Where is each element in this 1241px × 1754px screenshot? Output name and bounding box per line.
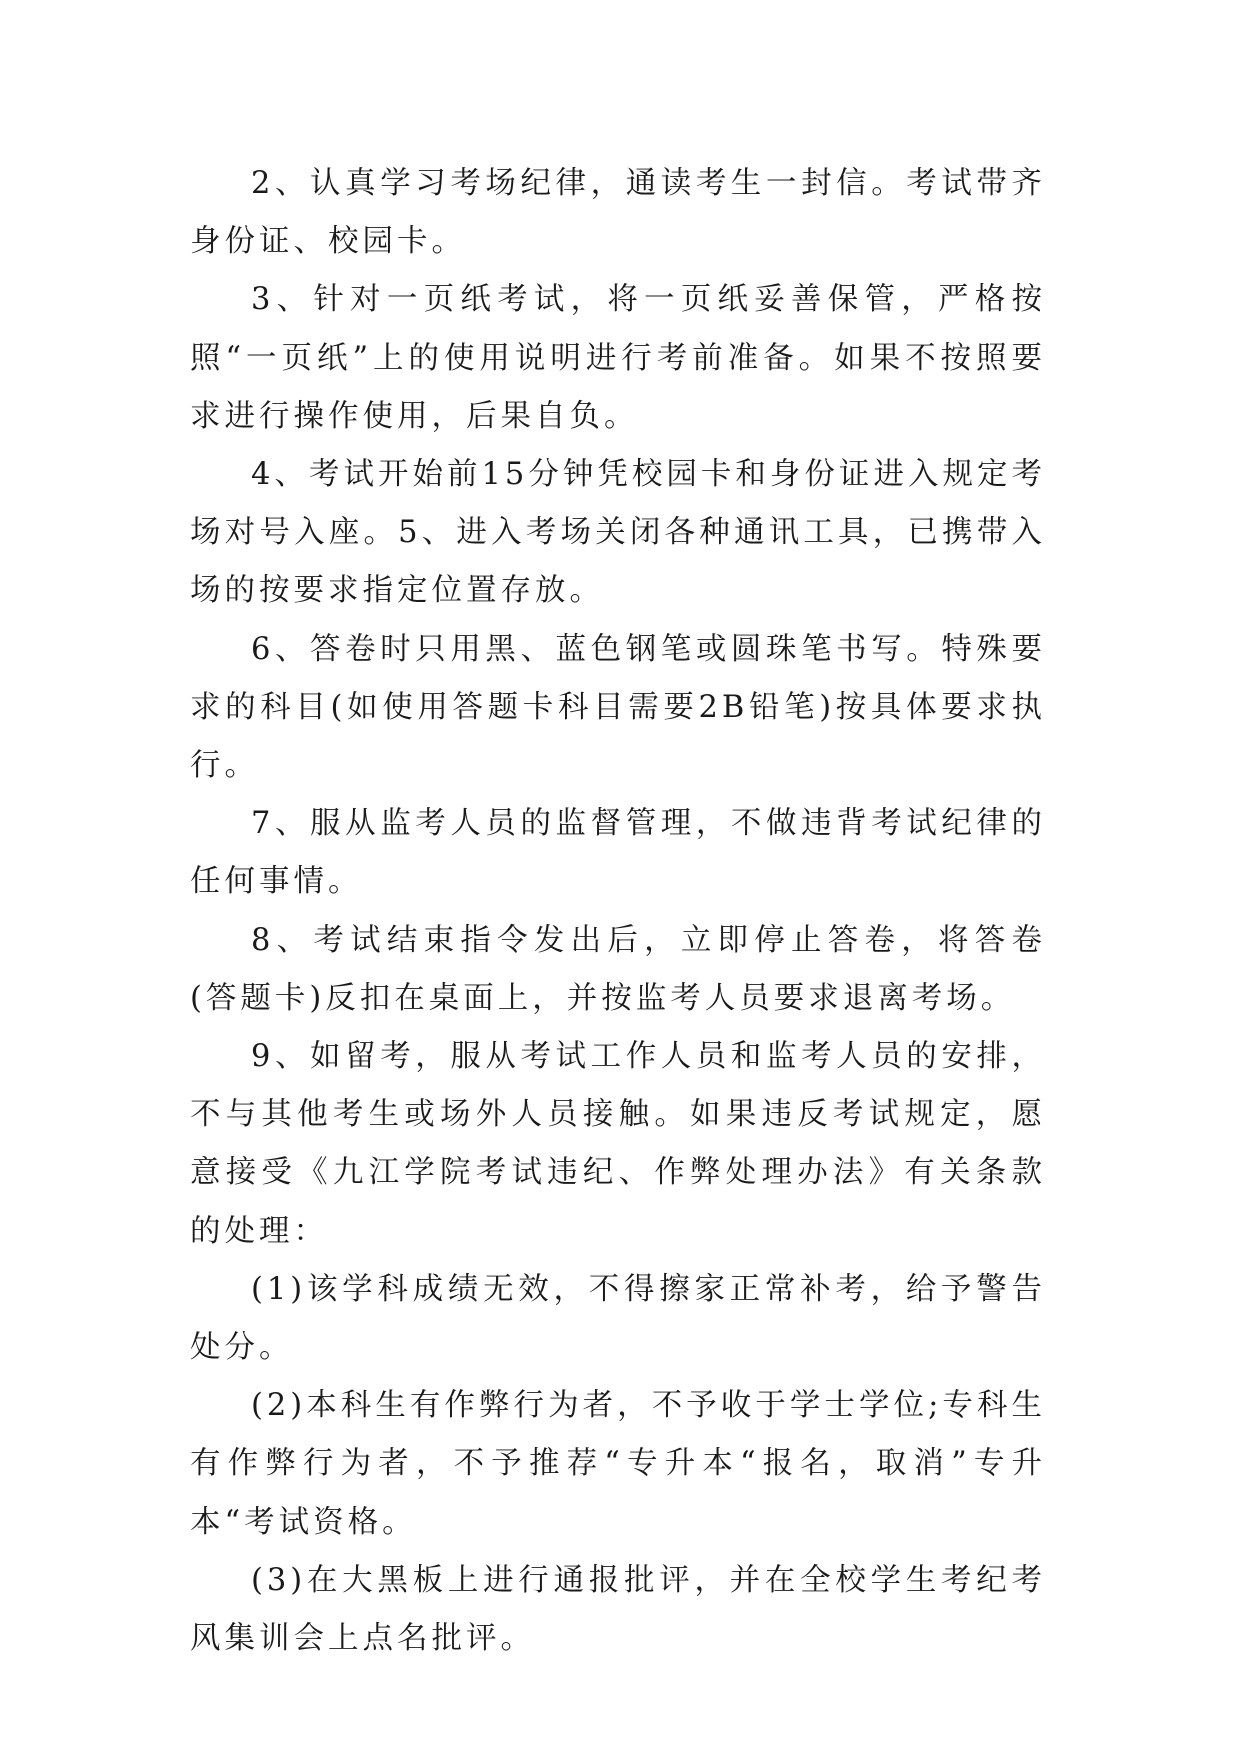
paragraph-sub-1: (1)该学科成绩无效，不得擦家正常补考，给予警告处分。: [190, 1271, 1046, 1366]
paragraph-item-8: 8、考试结束指令发出后，立即停止答卷，将答卷(答题卡)反扣在桌面上，并按监考人员要求退离考场。: [190, 922, 1046, 1016]
paragraph-item-9: 9、如留考，服从考试工作人员和监考人员的安排，不与其他考生或场外人员接触。如果违反考试规定，愿意接受《九江学院考试违纪、作弊处理办法》有关条款的处理：: [190, 1039, 1046, 1249]
paragraph-item-6: 6、答卷时只用黑、蓝色钢笔或圆珠笔书写。特殊要求的科目(如使用答题卡科目需要2B铅笔)按具体要求执行。: [190, 631, 1046, 784]
paragraph-item-2: 2、认真学习考场纪律，通读考生一封信。考试带齐身份证、校园卡。: [190, 166, 1046, 260]
paragraph-item-4-5: 4、考试开始前15分钟凭校园卡和身份证进入规定考场对号入座。5、进入考场关闭各种通讯工具，已携带入场的按要求指定位置存放。: [190, 457, 1046, 609]
paragraph-item-7: 7、服从监考人员的监督管理，不做违背考试纪律的任何事情。: [190, 806, 1046, 900]
document-body: [190, 155, 1046, 1668]
paragraph-item-3: 3、针对一页纸考试，将一页纸妥善保管，严格按照“一页纸”上的使用说明进行考前准备。如果不按照要求进行操作使用，后果自负。: [190, 282, 1046, 434]
paragraph-sub-3: (3)在大黑板上进行通报批评，并在全校学生考纪考风集训会上点名批评。: [190, 1562, 1046, 1657]
paragraph-sub-2: (2)本科生有作弊行为者，不予收于学士学位;专科生有作弊行为者，不予推荐“专升本“报名，取消”专升本“考试资格。: [190, 1388, 1046, 1540]
